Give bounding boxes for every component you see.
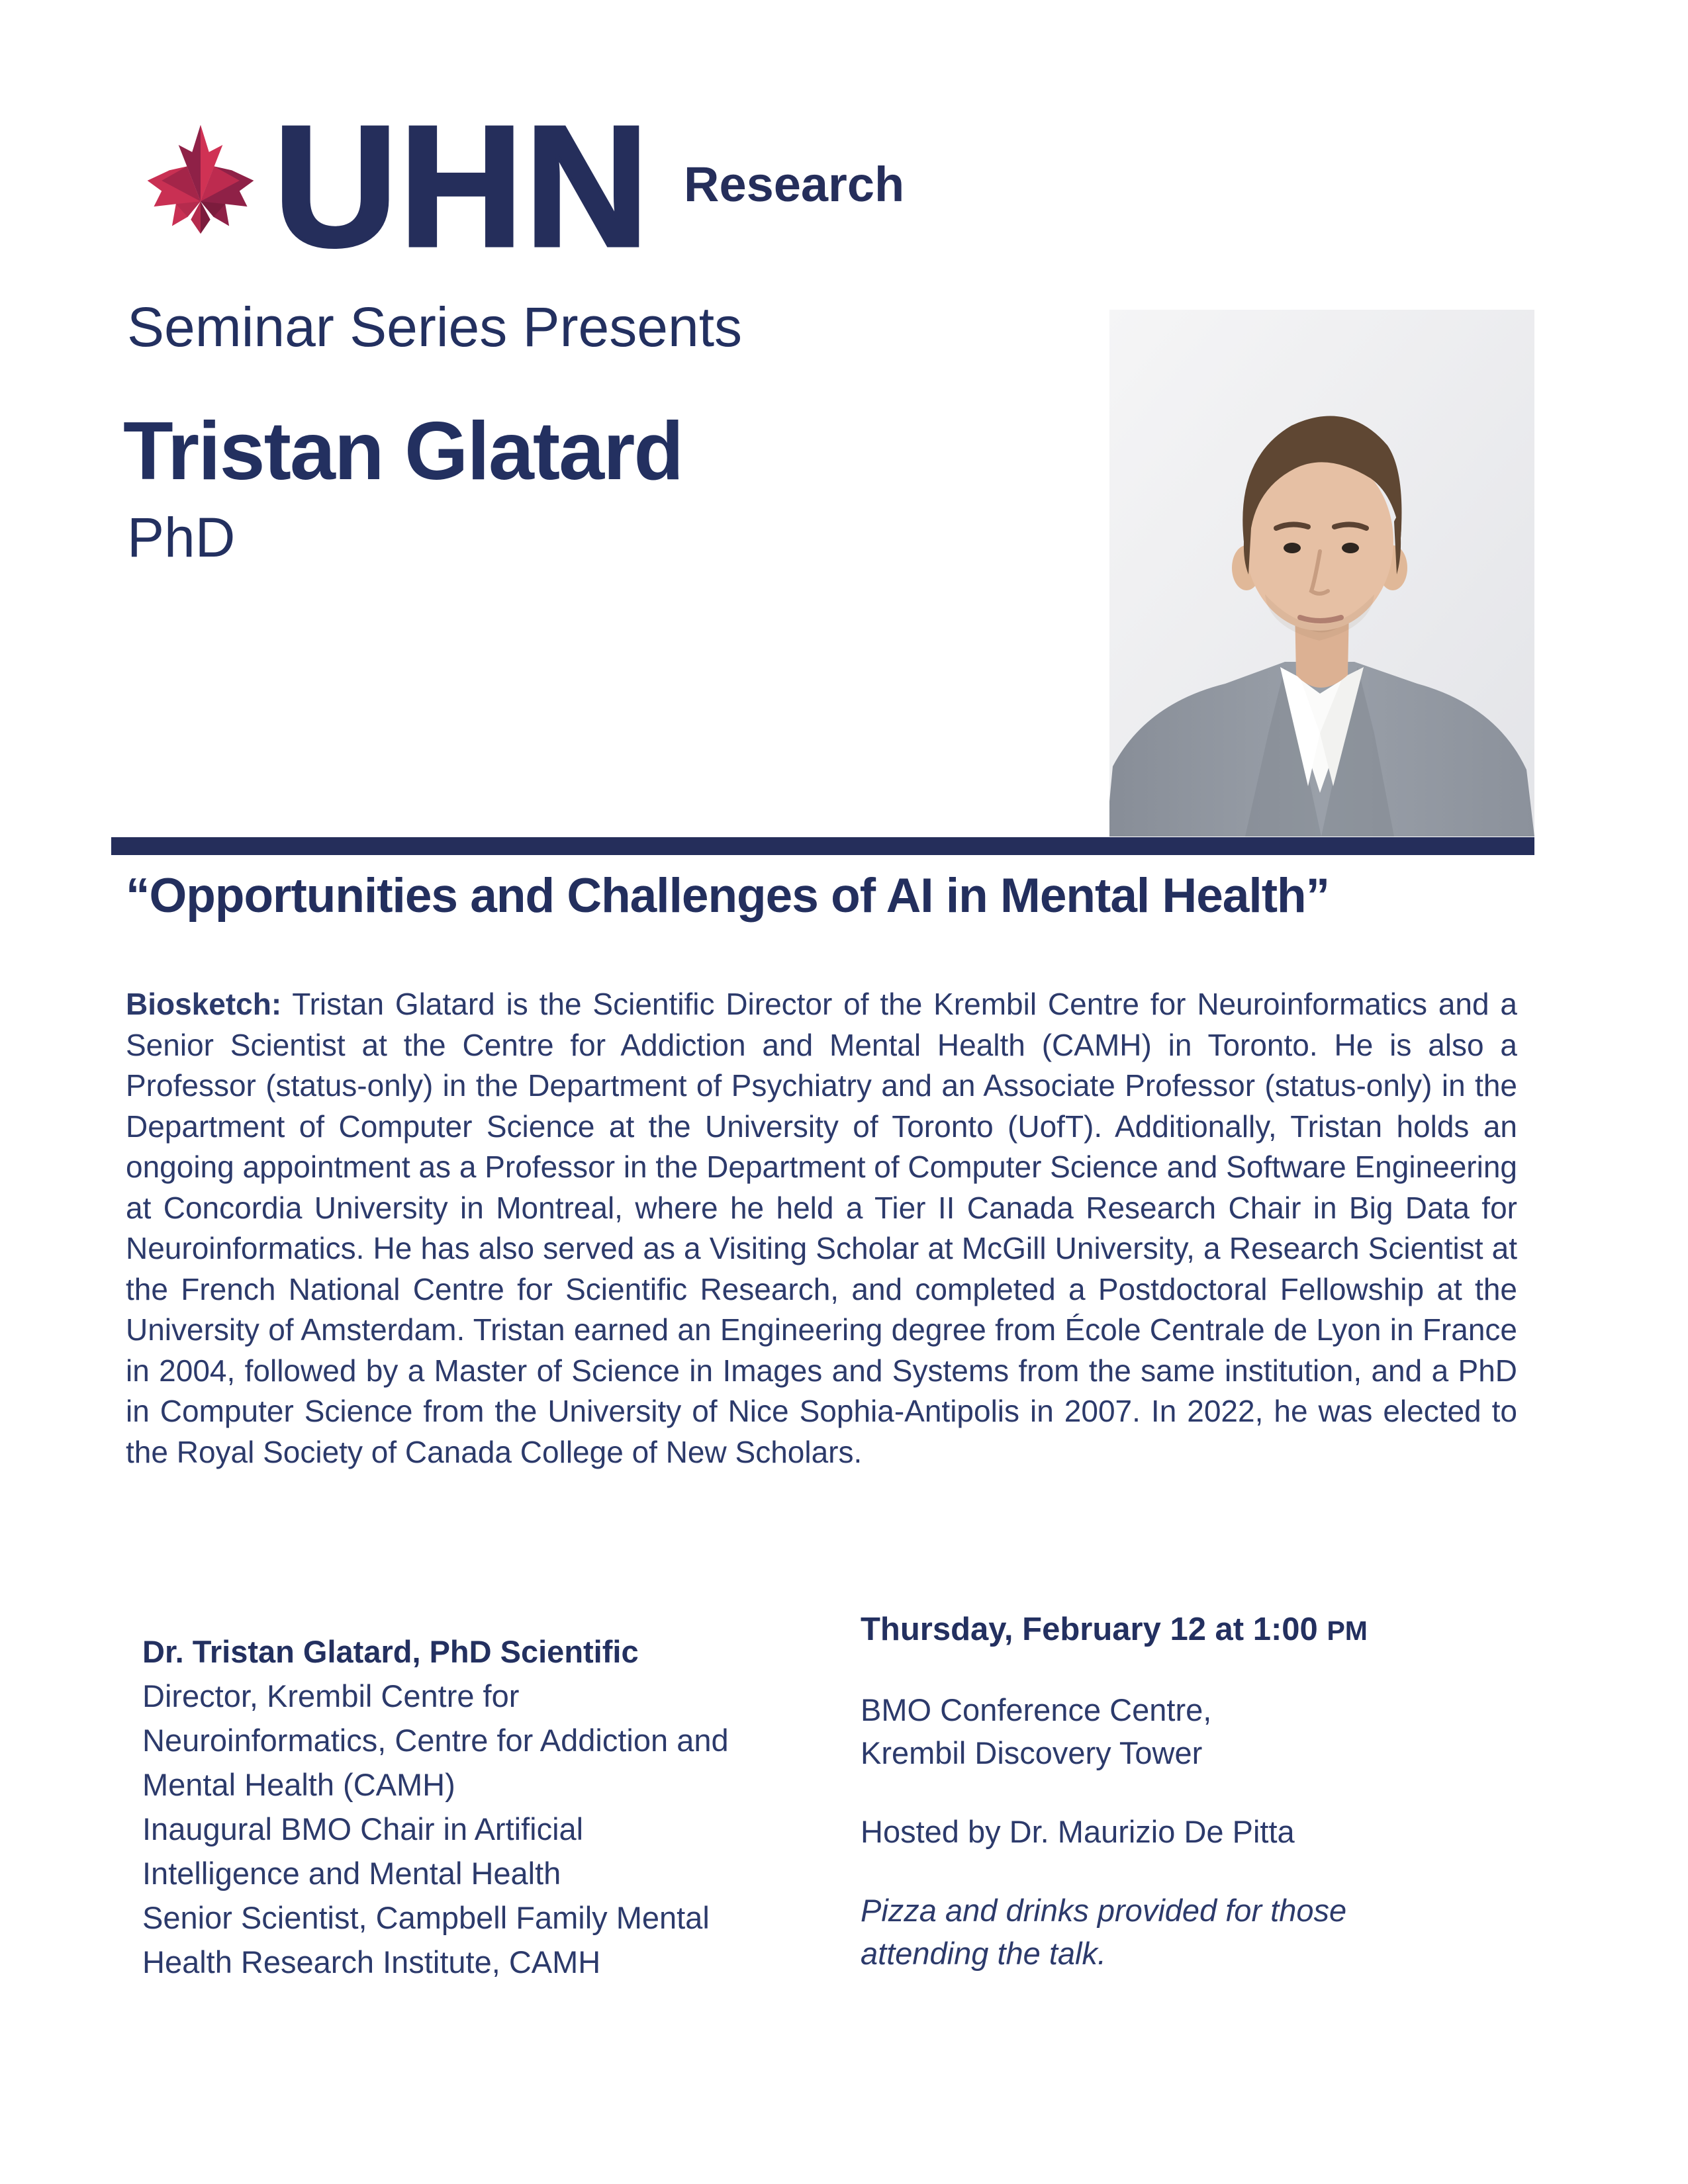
speaker-details-line: Senior Scientist, Campbell Family Mental xyxy=(142,1900,710,1935)
event-datetime-meridiem: PM xyxy=(1327,1615,1368,1646)
speaker-details-line: Mental Health (CAMH) xyxy=(142,1767,455,1802)
speaker-details-line: Director, Krembil Centre for xyxy=(142,1678,520,1713)
event-note xyxy=(861,1889,1509,1975)
divider-bar xyxy=(111,837,1534,855)
event-note-line: Pizza and drinks provided for those xyxy=(861,1893,1347,1928)
event-location-line: Krembil Discovery Tower xyxy=(861,1735,1203,1770)
maple-leaf-icon xyxy=(136,118,265,238)
biosketch-paragraph xyxy=(126,984,1517,1473)
talk-title: “Opportunities and Challenges of AI in Mental Health” xyxy=(126,869,1330,923)
biosketch-text: Tristan Glatard is the Scientific Director of the Krembil Centre for Neuroinformatics and a Senior Scientist at the Centre for Addiction and Mental Health (CAMH) in Toronto. He is also a Professor (status-only) in the Department of Psychiatry and an Associate Professor (status-only) in the Department of Computer Science at the University of Toronto (UofT). Additionally, Tristan holds an ongoing appointment as a Professor in the Department of Computer Science and Software Engineering at Concordia University in Montreal, where he held a Tier II Canada Research Chair in Big Data for Neuroinformatics. He has also served as a Visiting Scholar at McGill University, a Research Scientist at the French National Centre for Scientific Research, and completed a Postdoctoral Fellowship at the University of Amsterdam. Tristan earned an Engineering degree from École Centrale de Lyon in France in 2004, followed by a Master of Science in Images and Systems from the same institution, and a PhD in Computer Science from the University of Nice Sophia-Antipolis in 2007. In 2022, he was elected to the Royal Society of Canada College of New Scholars. xyxy=(126,987,1517,1469)
event-note-line: attending the talk. xyxy=(861,1936,1107,1971)
speaker-portrait-photo xyxy=(1109,310,1534,837)
event-datetime xyxy=(861,1608,1509,1653)
logo-research-label: Research xyxy=(684,157,905,212)
speaker-details-name-line: Dr. Tristan Glatard, PhD Scientific xyxy=(142,1634,639,1669)
uhn-logo-wordmark: UHN xyxy=(273,91,651,283)
event-location xyxy=(861,1688,1509,1774)
speaker-details-line: Health Research Institute, CAMH xyxy=(142,1944,601,1979)
event-datetime-main: Thursday, February 12 at 1:00 xyxy=(861,1612,1327,1647)
event-location-line: BMO Conference Centre, xyxy=(861,1692,1212,1727)
event-host: Hosted by Dr. Maurizio De Pitta xyxy=(861,1814,1295,1849)
speaker-name: Tristan Glatard xyxy=(123,406,683,497)
speaker-details-line: Intelligence and Mental Health xyxy=(142,1856,561,1891)
event-details-block xyxy=(861,1608,1509,1975)
speaker-details-block xyxy=(142,1629,804,1984)
speaker-details-line: Neuroinformatics, Centre for Addiction and xyxy=(142,1723,729,1758)
speaker-credentials: PhD xyxy=(127,506,236,569)
biosketch-label: Biosketch: xyxy=(126,987,282,1021)
speaker-details-line: Inaugural BMO Chair in Artificial xyxy=(142,1811,584,1846)
seminar-series-eyebrow: Seminar Series Presents xyxy=(127,296,743,358)
